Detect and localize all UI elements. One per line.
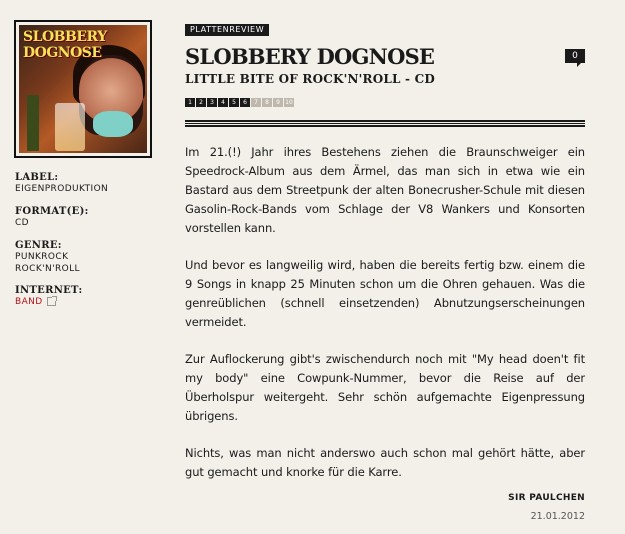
label-value: EIGENPRODUKTION (15, 184, 109, 194)
rating-box-9: 9 (273, 98, 283, 107)
rating-box-3: 3 (207, 98, 217, 107)
review-paragraph-1: Im 21.(!) Jahr ihres Bestehens ziehen die Braunschweiger ein Speedrock-Album aus dem Ärmel, das man sich in etwa wie ein Bastard aus dem Streetpunk der alten Bonecrusher-Schule mit diesen Gasolin-Rock-Bands vom Schlage der V8 Wankers und Konsorten vorstellen kann. (185, 145, 585, 235)
rating-box-5: 5 (229, 98, 239, 107)
rating-box-6: 6 (240, 98, 250, 107)
format-value: CD (15, 218, 30, 228)
label-heading: LABEL: (15, 172, 59, 183)
review-title: SLOBBERY DOGNOSE (185, 44, 435, 69)
cover-bottle-shape (27, 95, 39, 151)
external-link-icon[interactable] (47, 297, 56, 306)
cover-towel-shape (93, 111, 133, 137)
rating-box-7: 7 (251, 98, 261, 107)
review-date: 21.01.2012 (530, 511, 585, 522)
meta-format (15, 206, 165, 229)
genre-heading: GENRE: (15, 240, 62, 251)
band-link-row (15, 296, 165, 308)
rating-box-2: 2 (196, 98, 206, 107)
review-body (185, 143, 585, 500)
band-link[interactable]: BAND (15, 297, 43, 307)
rating-box-10: 10 (285, 99, 293, 106)
album-cover-image[interactable] (19, 25, 147, 153)
cover-title-line1: SLOBBERY (23, 29, 107, 45)
cover-glass-shape (55, 103, 85, 151)
comment-count-bubble[interactable]: 0 (565, 49, 585, 63)
rating-box-1: 1 (185, 98, 195, 107)
meta-internet (15, 285, 165, 308)
cover-title-line2: DOGNOSE (23, 45, 102, 61)
genre-value-2: ROCK'N'ROLL (15, 264, 80, 274)
meta-label (15, 172, 165, 195)
genre-value-1: PUNKROCK (15, 252, 69, 262)
rating-box-8: 8 (262, 98, 272, 107)
format-heading: FORMAT(E): (15, 206, 89, 217)
meta-genre (15, 240, 165, 275)
album-cover-frame[interactable] (14, 20, 152, 158)
category-badge: PLATTENREVIEW (185, 24, 269, 36)
rating-scale (185, 98, 294, 107)
review-paragraph-2: Und bevor es langweilig wird, haben die bereits fertig bzw. einem die 9 Songs in knapp 25 Minuten schon um die Ohren gehauen. Was die genreüblichen (schnell einsetzenden) Abnutzungserscheinungen vermeidet. (185, 258, 585, 329)
rating-box-4: 4 (218, 98, 228, 107)
internet-heading: INTERNET: (15, 285, 83, 296)
review-paragraph-3: Zur Auflockerung gibt's zwischendurch noch mit "My head doen't fit my body" eine Cowpunk-Nummer, bevor die Reise auf der Überholspur weitergeht. Sehr schön aufgemachte Eigenpressung übrigens. (185, 352, 585, 423)
review-subtitle: LITTLE BITE OF ROCK'N'ROLL - CD (185, 72, 435, 86)
review-author: SIR PAULCHEN (508, 493, 585, 503)
review-paragraph-4: Nichts, was man nicht anderswo auch schon mal gehört hätte, aber gut gemacht und knorke für die Karre. (185, 446, 585, 479)
section-divider (185, 120, 585, 127)
